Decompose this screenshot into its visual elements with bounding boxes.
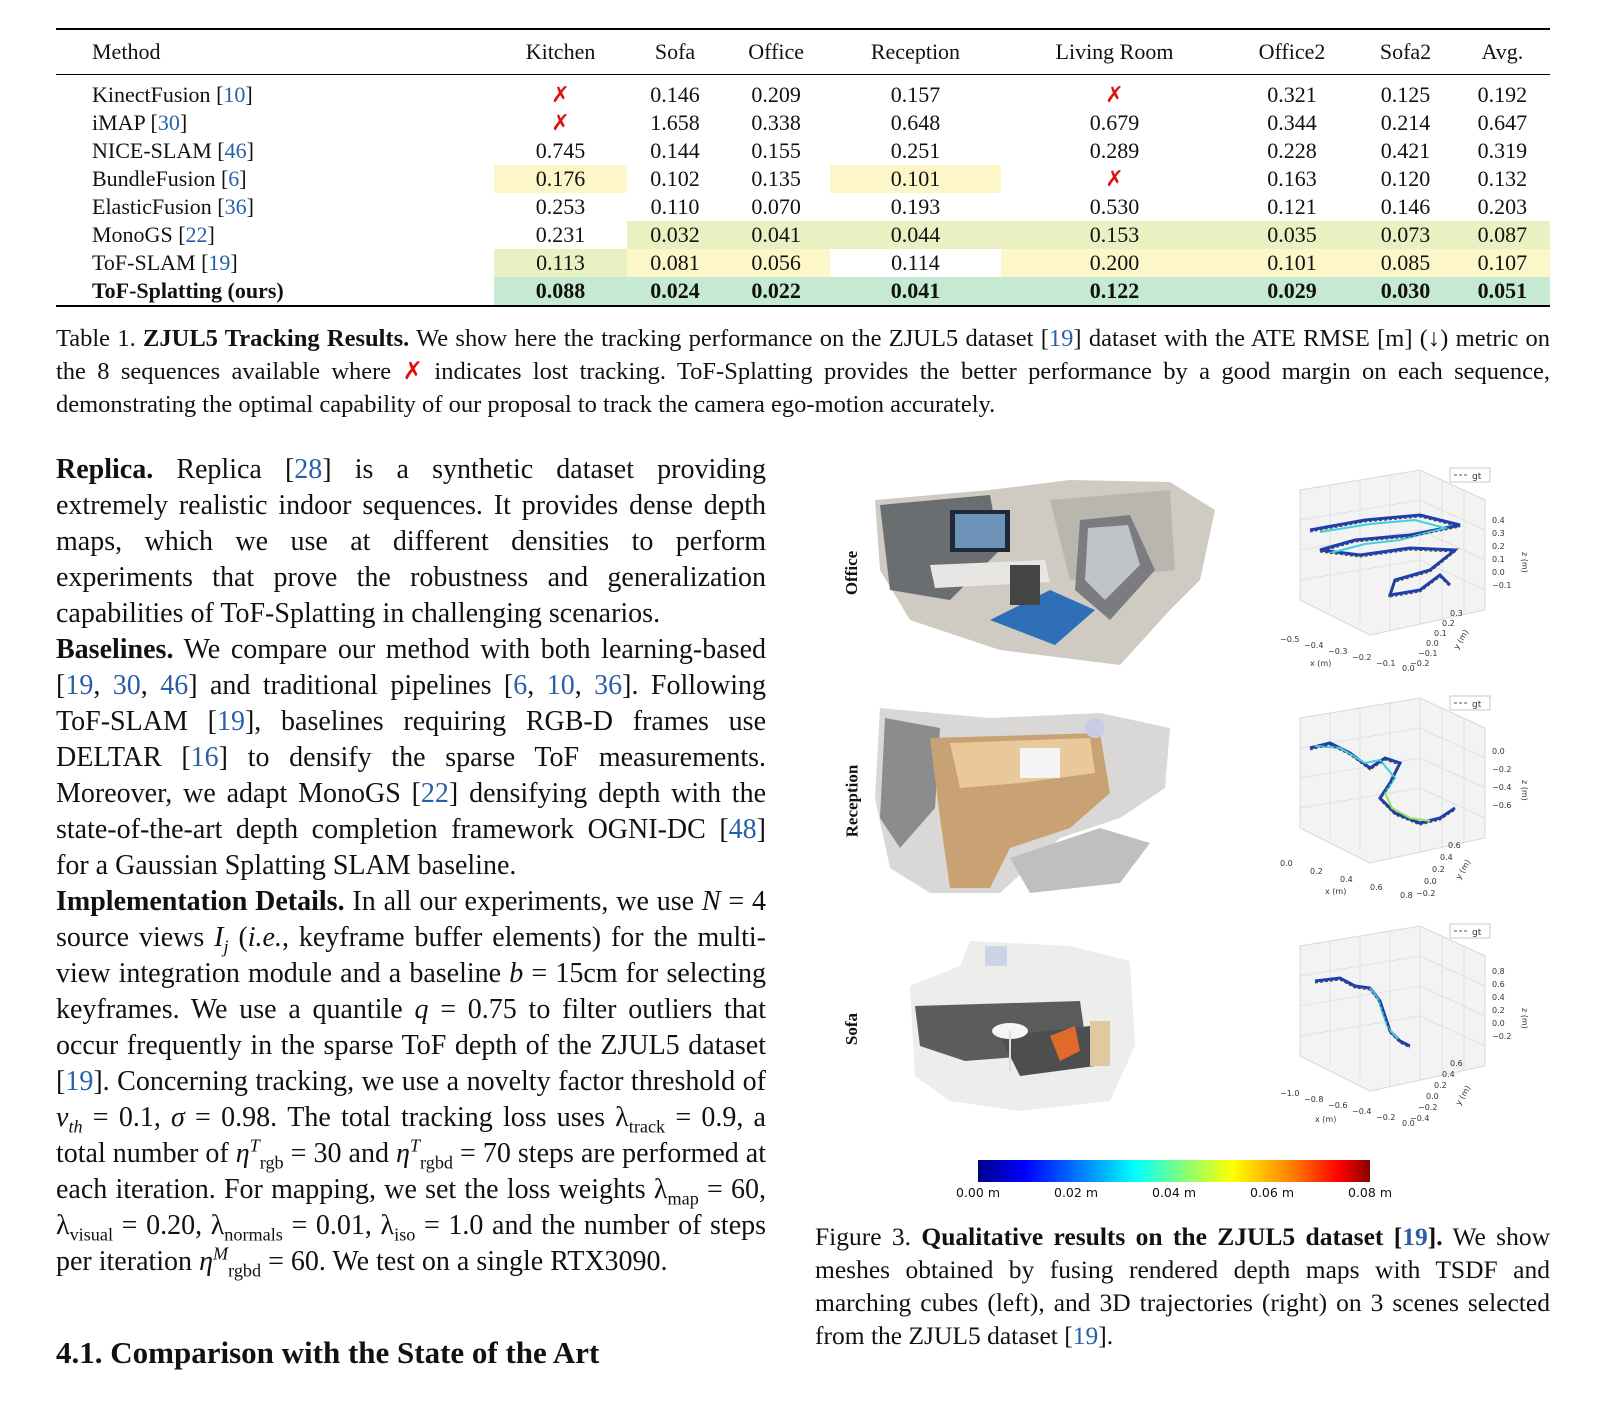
value-cell: 0.319 — [1477, 138, 1528, 163]
svg-text:x (m): x (m) — [1325, 887, 1347, 896]
citation-link[interactable]: 19 — [1072, 1321, 1099, 1350]
value-cell: 0.251 — [890, 138, 941, 163]
column-header: Office2 — [1258, 39, 1326, 64]
svg-text:0.0: 0.0 — [1424, 877, 1437, 886]
value-cell: 0.321 — [1267, 82, 1317, 107]
value-cell: 0.228 — [1267, 138, 1317, 163]
sofa-trajectory-plot — [1270, 916, 1550, 1141]
svg-text:−0.1: −0.1 — [1376, 659, 1396, 668]
svg-text:−0.2: −0.2 — [1376, 1113, 1396, 1122]
column-header: Office — [748, 39, 805, 64]
column-header: Avg. — [1481, 39, 1524, 64]
value-cell: 0.125 — [1380, 82, 1431, 107]
svg-text:0.2: 0.2 — [1310, 867, 1323, 876]
value-cell: 0.253 — [535, 194, 586, 219]
table-row — [56, 75, 1550, 110]
column-header: Living Room — [1055, 39, 1174, 64]
svg-text:0.6: 0.6 — [1448, 841, 1461, 850]
value-cell: 0.200 — [1001, 249, 1228, 277]
value-cell: 0.132 — [1477, 166, 1528, 191]
method-cell: ToF-Splatting (ours) — [92, 278, 284, 303]
svg-text:−0.4: −0.4 — [1410, 1114, 1430, 1123]
svg-text:−0.6: −0.6 — [1328, 1101, 1348, 1110]
svg-text:−0.2: −0.2 — [1492, 1032, 1512, 1041]
value-cell: 0.338 — [751, 110, 801, 135]
value-cell: 0.030 — [1356, 277, 1455, 306]
office-mesh-image — [870, 470, 1230, 670]
value-cell: ✗ — [551, 82, 570, 107]
svg-text:x (m): x (m) — [1315, 1115, 1337, 1124]
reception-trajectory-plot — [1270, 688, 1550, 913]
citation-link[interactable]: 19 — [65, 1066, 94, 1097]
value-cell: 0.530 — [1089, 194, 1140, 219]
colorbar-tick: 0.08 m — [1348, 1185, 1392, 1200]
citation-link[interactable]: 19 — [1048, 325, 1074, 352]
svg-text:y (m): y (m) — [1453, 1084, 1473, 1107]
value-cell: 0.110 — [650, 194, 700, 219]
citation-link[interactable]: 36 — [224, 194, 247, 219]
legend-label: gt — [1472, 472, 1482, 482]
svg-text:−0.2: −0.2 — [1410, 659, 1430, 668]
body-text-column — [56, 452, 766, 1280]
svg-text:0.1: 0.1 — [1492, 555, 1505, 564]
value-cell: 0.647 — [1477, 110, 1528, 135]
svg-text:0.3: 0.3 — [1450, 609, 1463, 618]
value-cell: 0.155 — [751, 138, 801, 163]
svg-text:0.0: 0.0 — [1402, 1119, 1415, 1128]
column-header: Reception — [870, 39, 961, 64]
svg-text:−0.2: −0.2 — [1492, 765, 1512, 774]
figure-row-sofa — [830, 916, 1550, 1141]
citation-link[interactable]: 6 — [513, 670, 528, 701]
citation-link[interactable]: 36 — [594, 670, 623, 701]
svg-text:0.0: 0.0 — [1492, 568, 1505, 577]
value-cell: 0.421 — [1380, 138, 1431, 163]
svg-text:0.2: 0.2 — [1492, 1006, 1505, 1015]
svg-text:0.6: 0.6 — [1450, 1059, 1463, 1068]
value-cell: 0.176 — [494, 165, 628, 193]
value-cell: 0.157 — [890, 82, 941, 107]
citation-link[interactable]: 28 — [294, 454, 323, 485]
value-cell: 0.203 — [1477, 194, 1528, 219]
value-cell: 0.087 — [1455, 221, 1550, 249]
row-label: Reception — [842, 764, 861, 837]
svg-text:−0.2: −0.2 — [1418, 1103, 1438, 1112]
citation-link[interactable]: 30 — [112, 670, 141, 701]
value-cell: 0.035 — [1228, 221, 1356, 249]
value-cell: 0.121 — [1267, 194, 1317, 219]
svg-text:−0.4: −0.4 — [1352, 1107, 1372, 1116]
svg-text:0.0: 0.0 — [1492, 747, 1505, 756]
column-header: Sofa — [654, 39, 696, 64]
citation-link[interactable]: 46 — [224, 138, 247, 163]
value-cell: 0.209 — [751, 82, 801, 107]
value-cell: ✗ — [551, 110, 570, 135]
svg-text:−0.5: −0.5 — [1280, 635, 1300, 644]
svg-text:0.4: 0.4 — [1492, 516, 1505, 525]
table-row — [56, 221, 1550, 249]
svg-text:0.0: 0.0 — [1492, 1019, 1505, 1028]
legend-label: gt — [1472, 700, 1482, 710]
value-cell: 0.101 — [1228, 249, 1356, 277]
svg-text:0.1: 0.1 — [1434, 629, 1447, 638]
column-header: Method — [92, 39, 161, 64]
citation-link[interactable]: 46 — [160, 670, 189, 701]
table-row — [56, 165, 1550, 193]
svg-text:0.4: 0.4 — [1440, 853, 1453, 862]
value-cell: ✗ — [1105, 166, 1124, 191]
svg-text:−0.6: −0.6 — [1492, 801, 1512, 810]
svg-text:−0.4: −0.4 — [1304, 641, 1324, 650]
value-cell: 0.102 — [650, 166, 700, 191]
table-row — [56, 137, 1550, 165]
citation-link[interactable]: 19 — [216, 706, 245, 737]
value-cell: 0.081 — [627, 249, 722, 277]
svg-text:0.0: 0.0 — [1426, 1092, 1439, 1101]
value-cell: 0.153 — [1001, 221, 1228, 249]
value-cell: 0.144 — [650, 138, 700, 163]
citation-link[interactable]: 10 — [223, 82, 246, 107]
svg-text:0.3: 0.3 — [1492, 529, 1505, 538]
svg-text:0.2: 0.2 — [1492, 542, 1505, 551]
svg-text:0.2: 0.2 — [1442, 619, 1455, 628]
row-label: Sofa — [842, 1012, 861, 1045]
citation-link[interactable]: 48 — [728, 814, 757, 845]
svg-text:0.4: 0.4 — [1442, 1070, 1455, 1079]
figure-row-reception — [830, 688, 1550, 913]
table-header-row — [56, 29, 1550, 75]
value-cell: 0.101 — [830, 165, 1001, 193]
value-cell: 0.289 — [1089, 138, 1140, 163]
lost-tracking-mark: ✗ — [402, 358, 424, 385]
table-row — [56, 277, 1550, 306]
value-cell: 0.044 — [830, 221, 1001, 249]
value-cell: 0.679 — [1089, 110, 1140, 135]
value-cell: 0.120 — [1380, 166, 1431, 191]
value-cell: 1.658 — [650, 110, 700, 135]
citation-link[interactable]: 6 — [228, 166, 240, 191]
value-cell: 0.122 — [1001, 277, 1228, 306]
citation-link[interactable]: 30 — [157, 110, 180, 135]
value-cell: 0.146 — [650, 82, 700, 107]
value-cell: 0.029 — [1228, 277, 1356, 306]
replica-paragraph: Replica. Replica [28] is a synthetic dataset providing extremely realistic indoor sequences. It provides dense depth maps, which we use at different densities to perform experiments that prove the robustness and generalization capabilities of ToF-Splatting in challenging scenarios. — [56, 454, 767, 629]
value-cell: 0.648 — [890, 110, 941, 135]
svg-text:y (m): y (m) — [1451, 628, 1471, 651]
value-cell: 0.146 — [1380, 194, 1431, 219]
svg-text:−0.3: −0.3 — [1328, 647, 1348, 656]
value-cell: 0.344 — [1267, 110, 1317, 135]
table-caption: Table 1. ZJUL5 Tracking Results. We show here the tracking performance on the ZJUL5 dataset [19] dataset with the ATE RMSE [m] (↓) metric on the 8 sequences available where ✗ indicates lost tracking. ToF-Splatting provides the better performance by a good margin on each sequence, demonstrating the optimal capability of our proposal to track the camera ego-motion accurately. — [56, 325, 1551, 418]
svg-text:−1.0: −1.0 — [1280, 1089, 1300, 1098]
svg-text:0.0: 0.0 — [1280, 859, 1293, 868]
implementation-paragraph: Implementation Details. In all our experiments, we use N = 4 source views $I_j$ (i.e., keyframe buffer elements) for the multi-view integration module and a baseline b = 15cm for selecting keyframes. We use a quantile q = 0.75 to filter outliers that occur frequently in the sparse ToF depth of the ZJUL5 dataset [19]. Concerning tracking, we use a novelty factor threshold of $\nu_{th} = 0.1$, σ = 0.98. The total tracking loss uses $\lambda_{track} = 0.9$, a total number of $\eta^T_{rgb} = 30$ and $\eta^T_{rgbd} = 70$ steps are performed at each iteration. For mapping, we set the loss weights $\lambda_{map} = 60$, $\lambda_{visual} = 0.20$, $\lambda_{normals} = 0.01$, $\lambda_{iso} = 1.0$ and the number of steps per iteration $\eta^M_{rgbd} = 60$. We test on a single RTX3090. — [56, 886, 767, 1281]
method-cell: ElasticFusion [36] — [92, 194, 254, 219]
svg-text:0.0: 0.0 — [1426, 639, 1439, 648]
value-cell: 0.113 — [494, 249, 628, 277]
value-cell: 0.214 — [1380, 110, 1431, 135]
value-cell: 0.051 — [1455, 277, 1550, 306]
svg-text:0.4: 0.4 — [1492, 993, 1505, 1002]
value-cell: 0.041 — [830, 277, 1001, 306]
table-row — [56, 249, 1550, 277]
table-row — [56, 193, 1550, 221]
value-cell: 0.024 — [627, 277, 722, 306]
svg-text:−0.2: −0.2 — [1352, 653, 1372, 662]
figure-3 — [830, 460, 1550, 1250]
value-cell: 0.056 — [723, 249, 830, 277]
value-cell: 0.041 — [723, 221, 830, 249]
svg-text:−0.2: −0.2 — [1416, 889, 1436, 898]
svg-text:0.2: 0.2 — [1432, 865, 1445, 874]
method-cell: KinectFusion [10] — [92, 82, 253, 107]
citation-link[interactable]: 10 — [546, 670, 575, 701]
svg-text:0.4: 0.4 — [1340, 875, 1353, 884]
value-cell: 0.193 — [890, 194, 941, 219]
value-cell: 0.192 — [1477, 82, 1528, 107]
citation-link[interactable]: 19 — [1402, 1222, 1428, 1251]
citation-link[interactable]: 22 — [420, 778, 449, 809]
svg-text:0.2: 0.2 — [1434, 1081, 1447, 1090]
svg-text:z (m): z (m) — [1520, 552, 1529, 573]
svg-text:−0.8: −0.8 — [1304, 1095, 1324, 1104]
column-header: Sofa2 — [1379, 39, 1432, 64]
citation-link[interactable]: 19 — [208, 250, 231, 275]
svg-text:−0.1: −0.1 — [1418, 649, 1438, 658]
value-cell: 0.032 — [627, 221, 722, 249]
svg-text:z (m): z (m) — [1520, 780, 1529, 801]
figure-row-office — [830, 460, 1550, 685]
citation-link[interactable]: 16 — [190, 742, 219, 773]
baselines-paragraph: Baselines. We compare our method with both learning-based [19, 30, 46] and traditional pipelines [6, 10, 36]. Following ToF-SLAM [19], baselines requiring RGB-D frames use DELTAR [16] to densify the sparse ToF measurements. Moreover, we adapt MonoGS [22] densifying depth with the state-of-the-art depth completion framework OGNI-DC [48] for a Gaussian Splatting SLAM baseline. — [56, 634, 767, 881]
value-cell: ✗ — [1105, 82, 1124, 107]
value-cell: 0.070 — [751, 194, 801, 219]
reception-mesh-image — [870, 698, 1230, 898]
citation-link[interactable]: 22 — [185, 222, 208, 247]
row-label: Office — [842, 550, 862, 595]
value-cell: 0.745 — [535, 138, 586, 163]
error-colorbar — [956, 1160, 1392, 1210]
citation-link[interactable]: 19 — [65, 670, 94, 701]
method-cell: ToF-SLAM [19] — [92, 250, 238, 275]
method-cell: MonoGS [22] — [92, 222, 215, 247]
svg-text:0.6: 0.6 — [1492, 980, 1505, 989]
office-trajectory-plot — [1270, 460, 1550, 685]
method-cell: NICE-SLAM [46] — [92, 138, 254, 163]
svg-text:z (m): z (m) — [1520, 1008, 1529, 1029]
colorbar-gradient — [978, 1160, 1370, 1182]
svg-text:y (m): y (m) — [1453, 858, 1473, 881]
value-cell: 0.073 — [1356, 221, 1455, 249]
legend-label: gt — [1472, 928, 1482, 938]
method-cell: iMAP [30] — [92, 110, 188, 135]
colorbar-tick: 0.00 m — [956, 1185, 1000, 1200]
column-header: Kitchen — [525, 39, 596, 64]
section-heading: 4.1. Comparison with the State of the Art — [56, 1335, 600, 1370]
svg-text:−0.4: −0.4 — [1492, 783, 1512, 792]
svg-text:x (m): x (m) — [1310, 659, 1332, 668]
value-cell: 0.107 — [1455, 249, 1550, 277]
table-row — [56, 109, 1550, 137]
svg-text:−0.1: −0.1 — [1492, 581, 1512, 590]
colorbar-tick: 0.02 m — [1054, 1185, 1098, 1200]
value-cell: 0.231 — [535, 222, 586, 247]
value-cell: 0.114 — [891, 250, 940, 275]
value-cell: 0.022 — [723, 277, 830, 306]
results-table — [56, 28, 1550, 307]
value-cell: 0.135 — [751, 166, 801, 191]
value-cell: 0.088 — [494, 277, 628, 306]
svg-text:0.8: 0.8 — [1400, 891, 1413, 900]
method-cell: BundleFusion [6] — [92, 166, 247, 191]
value-cell: 0.085 — [1356, 249, 1455, 277]
colorbar-tick: 0.06 m — [1250, 1185, 1294, 1200]
value-cell: 0.163 — [1267, 166, 1317, 191]
svg-text:0.8: 0.8 — [1492, 967, 1505, 976]
figure-caption: Figure 3. Qualitative results on the ZJUL5 dataset [19]. We show meshes obtained by fusing rendered depth maps with TSDF and marching cubes (left), and 3D trajectories (right) on 3 scenes selected from the ZJUL5 dataset [19]. — [815, 1222, 1551, 1350]
sofa-mesh-image — [870, 926, 1230, 1126]
svg-text:0.0: 0.0 — [1402, 664, 1415, 673]
svg-text:0.6: 0.6 — [1370, 883, 1383, 892]
colorbar-tick: 0.04 m — [1152, 1185, 1196, 1200]
